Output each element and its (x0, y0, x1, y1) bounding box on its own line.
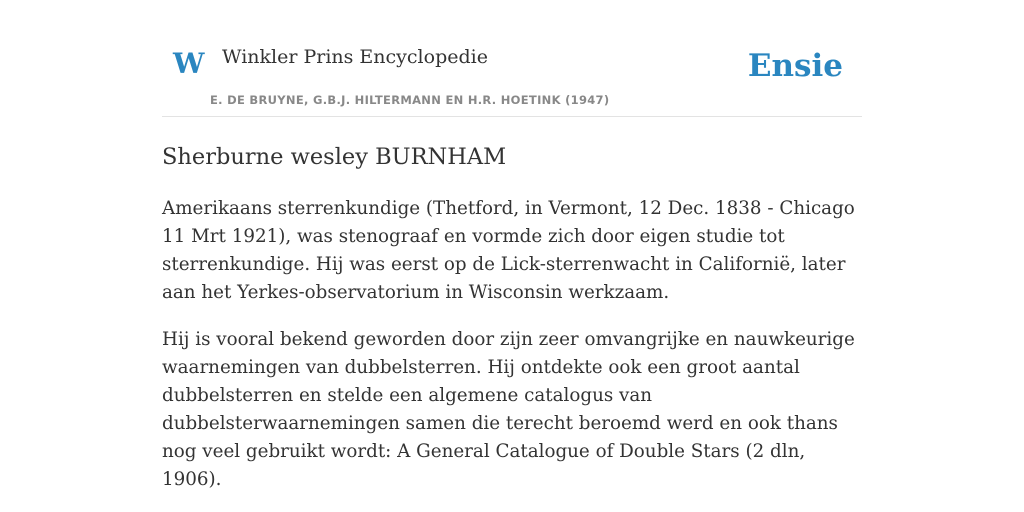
winkler-prins-logo[interactable]: W (173, 47, 205, 80)
publication-title[interactable]: Winkler Prins Encyclopedie (222, 46, 488, 68)
article-title: Sherburne wesley BURNHAM (162, 144, 507, 170)
publication-authors: E. DE BRUYNE, G.B.J. HILTERMANN EN H.R. HOETINK (1947) (210, 93, 610, 107)
article-card (162, 0, 862, 512)
article-paragraph-1: Amerikaans sterrenkundige (Thetford, in Vermont, 12 Dec. 1838 - Chicago 11 Mrt 1921), was stenograaf en vormde zich door eigen studie tot sterrenkundige. Hij was eerst op de Lick-sterrenwacht in Californië, later aan het Yerkes-observatorium in Wisconsin werkzaam. (162, 198, 855, 304)
article-paragraph-2: Hij is vooral bekend geworden door zijn zeer omvangrijke en nauwkeurige waarnemingen van dubbelsterren. Hij ontdekte ook een groot aantal dubbelsterren en stelde een algemene catalogus van dubbelsterwaarnemingen samen die terecht beroemd werd en ook thans nog veel gebruikt wordt: A General Catalogue of Double Stars (2 dln, 1906). (162, 329, 855, 491)
article-body (162, 195, 862, 494)
ensie-logo[interactable]: Ensie (747, 48, 843, 84)
publication-header (162, 0, 862, 117)
